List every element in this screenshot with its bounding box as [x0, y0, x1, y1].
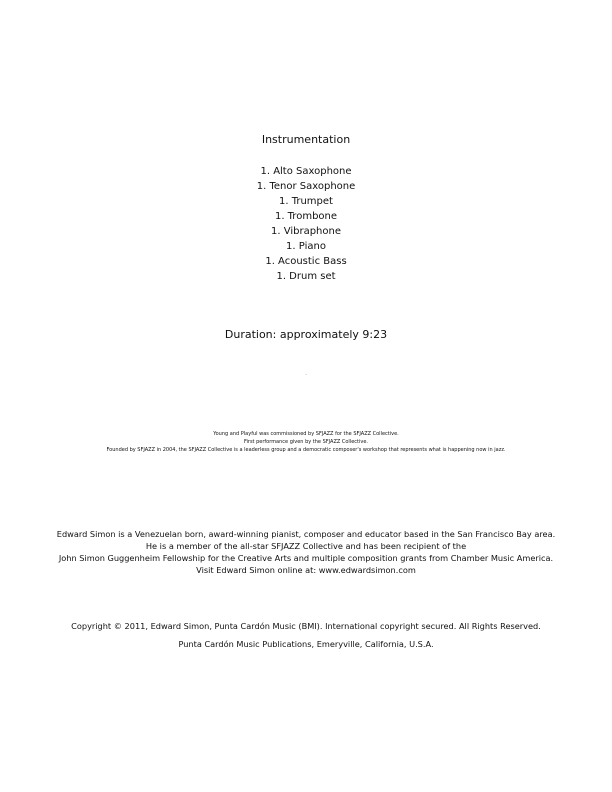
- publisher-line: Punta Cardón Music Publications, Emeryville, California, U.S.A.: [178, 639, 434, 649]
- instrument-item: 1. Piano: [286, 241, 326, 252]
- commission-line: Young and Playful was commissioned by SFJAZZ for the SFJAZZ Collective.: [213, 431, 399, 437]
- copyright-line: Copyright © 2011, Edward Simon, Punta Cardón Music (BMI). International copyright secured. All Rights Reserved.: [71, 621, 541, 631]
- instrument-item: 1. Acoustic Bass: [265, 256, 347, 267]
- bio-line: Edward Simon is a Venezuelan born, award-winning pianist, composer and educator based in the San Francisco Bay area.: [56, 529, 556, 539]
- stray-dot: .: [305, 371, 307, 377]
- instrument-item: 1. Trombone: [274, 211, 338, 222]
- duration-text: Duration: approximately 9:23: [224, 328, 388, 341]
- instrument-item: 1. Tenor Saxophone: [256, 181, 356, 192]
- bio-website-line: Visit Edward Simon online at: www.edwardsimon.com: [196, 565, 416, 575]
- commission-line: First performance given by the SFJAZZ Collective.: [243, 439, 369, 445]
- instrumentation-heading: Instrumentation: [261, 133, 351, 146]
- copyright-notice: [0, 617, 612, 653]
- instrument-item: 1. Drum set: [276, 271, 336, 282]
- composer-bio: [0, 528, 612, 576]
- bio-line: He is a member of the all-star SFJAZZ Collective and has been recipient of the: [145, 541, 467, 551]
- bio-line: John Simon Guggenheim Fellowship for the Creative Arts and multiple composition grants from Chamber Music America.: [58, 553, 554, 563]
- instrument-item: 1. Trumpet: [279, 196, 333, 207]
- commission-note: [0, 430, 612, 454]
- instrument-list: [0, 164, 612, 284]
- commission-line: Founded by SFJAZZ in 2004, the SFJAZZ Collective is a leaderless group and a democratic composer's workshop that represents what is happening now in jazz.: [106, 447, 506, 453]
- instrument-item: 1. Vibraphone: [271, 226, 341, 237]
- instrument-item: 1. Alto Saxophone: [260, 166, 352, 177]
